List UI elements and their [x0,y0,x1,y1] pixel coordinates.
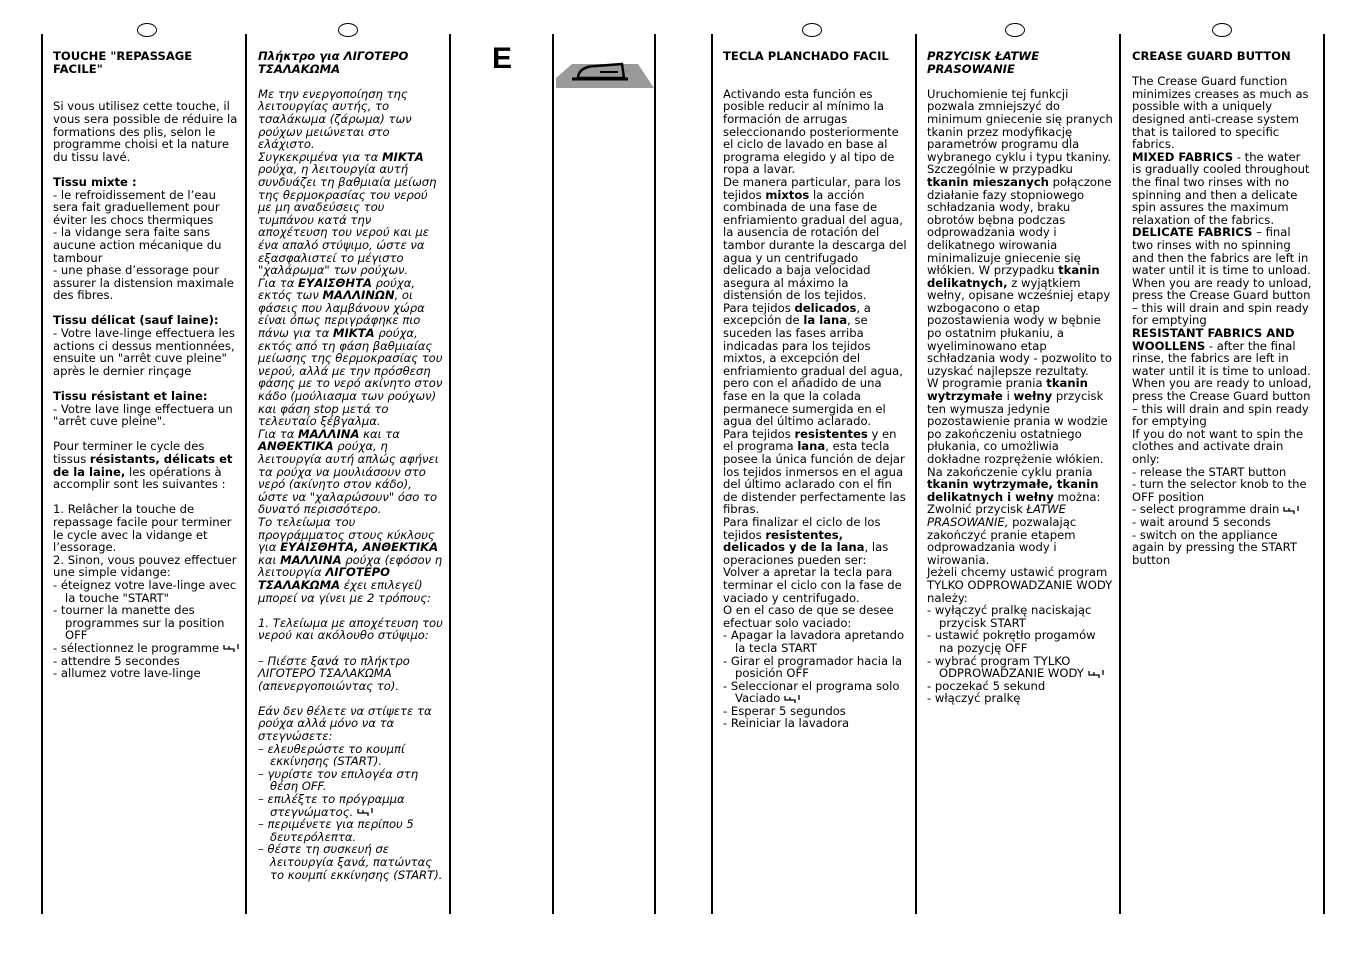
text: Το τελείωμα του προγράμματος στους κύκλους για [258,514,435,555]
bold-text: ΛΙΓΟΤΕΡΟ ΤΣΑΛΑΚΩΜΑ [258,565,391,592]
list-item: - Reiniciar la lavadora [723,716,850,731]
text: - sélectionnez le programme [53,640,220,655]
bold-text: résistants, délicats et de la laine, [53,452,233,479]
bold-text: lana [797,439,826,454]
section-title: TECLA PLANCHADO FACIL [723,49,889,63]
list-item: - ustawić pokrętło progamów na pozycję OFF [927,628,1096,655]
drain-program-icon [357,807,373,817]
bold-text: MIXED FABRICS [1132,149,1234,164]
text: , esta tecla posee la única función de dejar los tejidos inmersos en el agua del último aclarado con el fin de distender perfectamente las fibras. [723,439,906,517]
paragraph: - Votre lave-linge effectuera les actions ci dessus mentionnées, ensuite un "arrêt cuve pleine" après le dernier rinçage [53,326,235,378]
drain-program-icon [223,643,239,653]
paragraph: O en el caso de que se desee efectuar solo vaciado: [723,603,894,630]
polish-column [927,50,1113,705]
paragraph: Εάν δεν θέλετε να στίψετε τα ρούχα αλλά μόνο να τα στεγνώσετε: [258,703,432,744]
section-title: TOUCHE "REPASSAGE FACILE" [53,49,193,76]
list-item: - allumez votre lave-linge [53,666,201,681]
paragraph: 1. Relâcher la touche de repassage facile pour terminer le cycle avec la vidange et l’essorage. [53,502,232,555]
list-item: - release the START button [1132,464,1287,479]
bold-text: tkanin delikatnych, [927,263,1100,290]
bold-text: wełny [1013,389,1053,404]
subheading: Tissu délicat (sauf laine): [53,313,219,328]
list-item: - poczekać 5 sekund [927,678,1046,693]
bold-text: resistentes [794,426,868,441]
drain-program-icon [1088,669,1104,679]
bold-text: DELICATE FABRICS [1132,225,1253,240]
paragraph: Uruchomienie tej funkcji pozwala zmniejszyć do minimum gniecenie się pranych tkanin przez modyfikację parametrów programu dla wybranego cyklu i typu tkaniny. [927,86,1113,164]
paragraph [723,176,909,302]
paragraph: Volver a apretar la tecla para terminar el ciclo con la fase de vaciado y centrifugado. [723,565,902,605]
text: - the water is gradually cooled throughout the final two rinses with no spinning and then a delicate spin assures the maximum relaxation of the fabrics. [1132,149,1310,227]
paragraph [927,377,1113,465]
text: Para finalizar el ciclo de los tejidos [723,514,881,542]
language-flag-circle [1212,23,1232,37]
list-item: - wyłączyć pralkę naciskając przycisk START [927,603,1092,630]
paragraph [258,428,444,516]
text: έχει επιλεγεί) μπορεί να γίνει με 2 τρόπους: [258,577,431,605]
text: , se suceden las fases arriba indicadas para los tejidos mixtos, a excepción del enfriamiento gradual del agua, pero con el añadido de una fase en la que la colada permanece sumergida en el agua del último aclarado. [723,313,903,429]
paragraph [1132,327,1312,428]
paragraph: Jeżeli chcemy ustawić program TYLKO ODPROWADZANIE WODY należy: [927,565,1113,605]
text: przycisk ten wymusza jedynie pozostawienie prania w wodzie po zakończeniu ostatniego płukania, co umożliwia dokładne rozprężenie włókien. [927,389,1108,466]
italic-text: ŁATWE PRASOWANIE, [927,502,1066,529]
paragraph: - le refroidissement de l’eau sera fait graduellement pour éviter les chocs thermiques [53,187,220,227]
language-flag-circle [1005,23,1025,37]
paragraph: - une phase d’essorage pour assurer la distension maximale des fibres. [53,263,234,303]
text: - wybrać program TYLKO ODPROWADZANIE WODY [927,653,1084,681]
column-divider [245,34,247,914]
list-item [258,793,444,818]
list-item [53,642,239,655]
text: połączone działanie fazy stopniowego schładzania wody, braku obrotów bębna podczas odprowadzania wody i delikatnego wirowania minimalizuje gniecenie się włókien. W przypadku [927,174,1112,278]
paragraph: If you do not want to spin the clothes and activate drain only: [1132,426,1304,466]
column-divider [654,34,656,914]
list-item: - Esperar 5 segundos [723,703,846,718]
list-item: - attendre 5 secondes [53,653,180,668]
bold-text: mixtos [765,187,810,202]
language-flag-circle [137,23,157,37]
text: Για τα [258,426,299,441]
column-divider [552,34,554,914]
text: και [258,552,281,567]
bold-text: ΜΑΛΛΙΝΩΝ [322,288,395,303]
column-divider [1323,34,1325,914]
paragraph: Με την ενεργοποίηση της λειτουργίας αυτής, το τσαλάκωμα (ζάρωμα) των ρούχων μειώνεται στο ελάχιστο. [258,86,412,152]
iron-tab-icon [556,56,654,90]
section-title: CREASE GUARD BUTTON [1132,49,1291,63]
list-item: – περιμένετε για περίπου 5 δευτερόλεπτα. [258,817,414,844]
paragraph: Si vous utilisez cette touche, il vous sera possible de réduire la formations des plis, selon le programme choisi et la nature du tissu lavé. [53,99,238,164]
paragraph: - Votre lave linge effectuera un "arrêt cuve pleine". [53,401,233,429]
text: ρούχα, εκτός από τη φάση βαθμιαίας μείωσης της θερμοκρασίας του νερού, αλλά με την πρόσθεση φάσης με το νερό ακίνητο στον κάδο (μούλιασμα των ρούχων) και φάση stop μετά το τελευταίο ξέβγαλμα. [258,326,443,429]
column-divider [711,34,713,914]
text: i [1002,389,1014,404]
bold-text: ΑΝΘΕΚΤΙΚΑ [258,439,334,454]
text: les opérations à accomplir sont les suivantes : [53,464,226,492]
bold-text: ΜΑΛΛΙΝΑ [280,552,342,567]
section-title: Πλήκτρο για ΛΙΓΟΤΕΡΟ ΤΣΑΛΑΚΩΜΑ [258,49,409,76]
text: ρούχα (εφόσον η λειτουργία [258,552,443,580]
text: Para tejidos [723,426,795,441]
text: z wyjątkiem wełny, opisane wcześniej etapy wzbogacono o etap pozostawienia wody w bębnie po ostatnim płukaniu, a wyeliminowano etap schładzania wody - pozwolito to uzyskać najlepsze rezultaty. [927,275,1112,378]
text: Pour terminer le cycle des tissus [53,439,205,466]
text: De manera particular, para los tejidos [723,174,901,202]
english-column [1132,50,1312,566]
text: ρούχα, η λειτουργία αυτή συνδυάζει τη βαθμιαία μείωση της θερμοκρασίας του νερού με μη αναδεύσεις του τυμπάνου κατά την αποχέτευση του νερού και με ένα απαλό στύψιμο, ώστε να εξασφαλιστεί το μέγιστο "χαλάρωμα" των ρούχων. [258,162,437,278]
text: - Seleccionar el programa solo Vaciado [723,678,900,706]
subheading: Tissu mixte : [53,174,137,189]
bold-text: ΜΙΚΤΑ [381,149,424,164]
list-item: - turn the selector knob to the OFF position [1132,477,1307,504]
bold-text: ΕΥΑΙΣΘΗΤΑ [298,275,372,290]
bold-text: la lana [803,313,848,328]
list-item [723,680,909,705]
paragraph [723,302,909,428]
subheading: Tissu résistant et laine: [53,389,208,404]
list-item: - wait around 5 seconds [1132,514,1271,529]
spanish-column [723,50,909,730]
list-item: - switch on the appliance again by pressing the START button [1132,527,1297,567]
bold-text: resistentes, delicados y de la lana [723,527,865,555]
bold-text: ΕΥΑΙΣΘΗΤΑ, ΑΝΘΕΚΤΙΚΑ [280,540,439,555]
text: Szczególnie w przypadku [927,162,1073,177]
list-item: - Girar el programador hacia la posición OFF [723,653,903,681]
text: pozwalając zakończyć pranie etapem odprowadzania wody i wirowania. [927,514,1077,567]
section-letter: E [492,42,513,75]
text: , las operaciones pueden ser: [723,540,889,567]
list-item: – γυρίστε τον επιλογέα στη θέση OFF. [258,766,419,794]
bold-text: tkanin wytrzymałe [927,376,1088,404]
text: – final two rinses with no spinning and then the fabrics are left in water until it is time to unload. When you are ready to unload, press the Crease Guard button – this will drain and spin ready for emptying [1132,225,1312,328]
text: la acción combinada de una fase de enfriamiento gradual del agua, la ausencia de rotación del tambor durante la descarga del agua y un centrifugado delicado a baja velocidad asegura al máximo la distensión de los tejidos. [723,187,907,303]
list-item: - Apagar la lavadora apretando la tecla START [723,628,905,655]
paragraph: Activando esta función es posible reducir al mínimo la formación de arrugas seleccionando posteriormente el ciclo de lavado en base al programa elegido y al tipo de ropa a lavar. [723,86,899,177]
paragraph [258,277,444,428]
text: - after the final rinse, the fabrics are left in water until it is time to unload. When you are ready to unload, press the Crease Guard button – this will drain and spin ready for emptying [1132,338,1312,429]
paragraph [1132,151,1312,227]
paragraph [258,151,444,277]
column-divider [1119,34,1121,914]
text: y en el programa [723,426,897,454]
text: - select programme drain [1132,502,1280,517]
text: Συγκεκριμένα για τα [258,149,382,164]
text: Na zakończenie cyklu prania [927,464,1093,479]
paragraph: 2. Sinon, vous pouvez effectuer une simple vidange: [53,552,237,580]
text: Zwolnić przycisk [927,502,1027,517]
paragraph: – Πιέστε ξανά το πλήκτρο ΛΙΓΟΤΕΡΟ ΤΣΑΛΑΚΩΜΑ (απενεργοποιώντας το). [258,653,410,693]
list-item: - włączyć pralkę [927,691,1021,706]
text: και τα [359,426,400,441]
list-item: – ελευθερώστε το κουμπί εκκίνησης (START). [258,741,405,769]
language-flag-circle [338,23,358,37]
paragraph [53,440,239,490]
list-item: - éteignez votre lave-linge avec la touche "START" [53,577,237,605]
paragraph [927,163,1113,377]
bold-text: RESISTANT FABRICS AND WOOLLENS [1132,326,1295,353]
text: Para tejidos [723,300,795,315]
paragraph [723,428,909,516]
list-item: – θέστε τη συσκευή σε λειτουργία ξανά, πατώντας το κουμπί εκκίνησης (START). [258,842,443,882]
paragraph [258,516,444,604]
paragraph [723,516,909,566]
drain-program-icon [1283,505,1299,515]
drain-program-icon [784,694,800,704]
text: W programie prania [927,376,1047,391]
text: można: [1053,489,1101,504]
column-divider [449,34,451,914]
french-column [53,50,239,680]
bold-text: tkanin wytrzymałe, tkanin delikatnych i wełny [927,477,1099,504]
list-item [927,655,1113,680]
list-item: - tourner la manette des programmes sur la position OFF [53,603,225,643]
paragraph: 1. Τελείωμα με αποχέτευση του νερού και ακόλουθο στύψιμο: [258,615,443,643]
paragraph [927,503,1113,566]
text: ρούχα, η λειτουργία αυτή απλώς αφήνει τα ρούχα να μουλιάσουν στο νερό (ακίνητο στον κάδο), ώστε να "χαλαρώσουν" όσο το δυνατό περισσότερο. [258,439,439,517]
section-title: PRZYCISK ŁATWE PRASOWANIE [927,49,1040,76]
text: – επιλέξτε το πρόγραμμα στεγνώματος. [258,792,405,819]
text: Για τα [258,275,299,290]
paragraph: The Crease Guard function minimizes creases as much as possible with a uniquely designed anti-crease system that is tailored to specific fabrics. [1132,74,1309,152]
text: , οι φάσεις που λαμβάνουν χώρα είναι όπως περιγράφηκε πιο πάνω για τα [258,288,425,341]
paragraph [927,466,1113,504]
text: , a excepción de [723,300,871,328]
paragraph [1132,226,1312,327]
bold-text: tkanin mieszanych [927,174,1049,189]
bold-text: ΜΙΚΤΑ [332,326,375,341]
text: ρούχα, εκτός των [258,275,416,303]
column-divider [41,34,43,914]
greek-column [258,50,444,881]
paragraph: - la vidange sera faite sans aucune action mécanique du tambour [53,225,222,265]
language-flag-circle [802,23,822,37]
bold-text: delicados [794,300,857,315]
bold-text: ΜΑΛΛΙΝΑ [298,426,360,441]
column-divider [915,34,917,914]
